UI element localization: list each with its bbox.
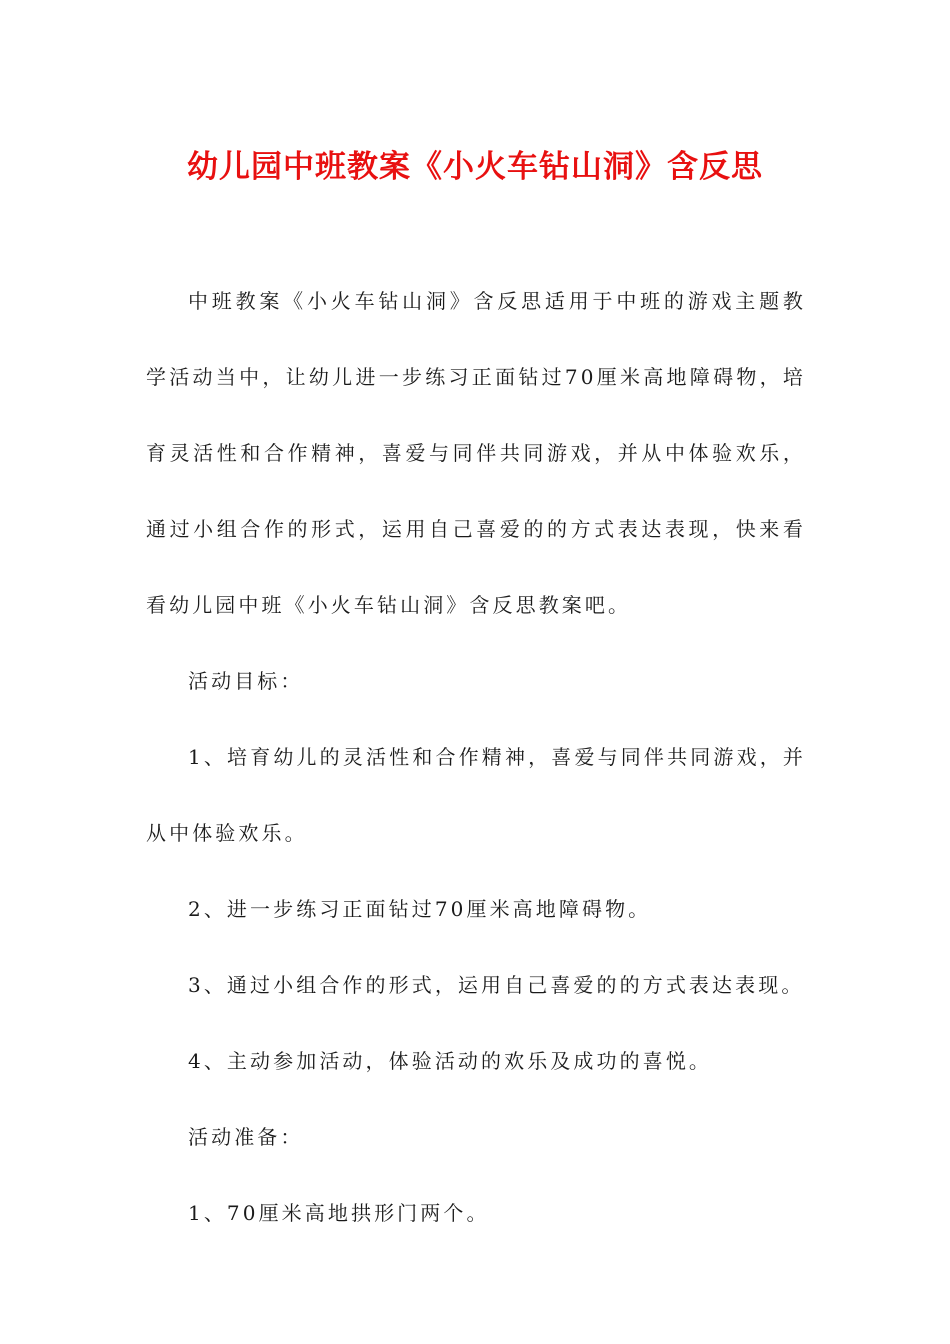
paragraph-goal-1: 1、培育幼儿的灵活性和合作精神，喜爱与同伴共同游戏，并从中体验欢乐。 (146, 745, 806, 845)
paragraph-prep-1: 1、70厘米高地拱形门两个。 (188, 1201, 490, 1225)
document-body (146, 282, 806, 1251)
paragraph-goal-3: 3、通过小组合作的形式，运用自己喜爱的的方式表达表现。 (188, 973, 805, 997)
paragraph-prep-heading: 活动准备： (188, 1125, 304, 1149)
paragraph-goal-2: 2、进一步练习正面钻过70厘米高地障碍物。 (188, 897, 652, 921)
paragraph-goals-heading: 活动目标： (188, 669, 304, 693)
paragraph-goal-4: 4、主动参加活动，体验活动的欢乐及成功的喜悦。 (188, 1049, 713, 1073)
document-title: 幼儿园中班教案《小火车钻山洞》含反思 (187, 149, 763, 185)
paragraph-intro: 中班教案《小火车钻山洞》含反思适用于中班的游戏主题教学活动当中，让幼儿进一步练习正面钻过70厘米高地障碍物，培育灵活性和合作精神，喜爱与同伴共同游戏，并从中体验欢乐，通过小组合作的形式，运用自己喜爱的的方式表达表现，快来看看幼儿园中班《小火车钻山洞》含反思教案吧。 (146, 289, 806, 617)
